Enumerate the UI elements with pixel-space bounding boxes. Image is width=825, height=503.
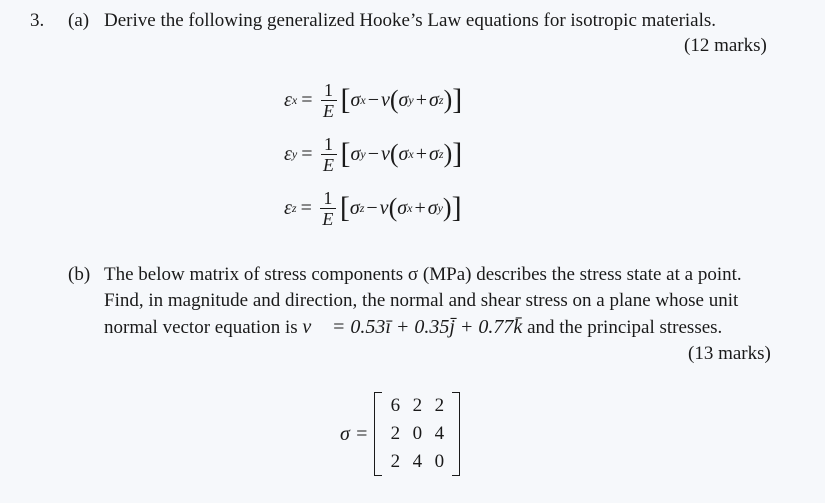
equals-sign: = (301, 88, 313, 111)
fraction (321, 81, 337, 120)
open-paren: ( (389, 85, 399, 114)
sigma: σ (429, 88, 439, 111)
matrix-cell: 0 (412, 423, 423, 444)
sigma: σ (427, 196, 438, 219)
matrix-cell: 2 (412, 395, 423, 416)
sigma: σ (397, 196, 408, 219)
equation-y (284, 132, 462, 176)
equals-sign: = (300, 196, 312, 219)
close-bracket: ] (452, 137, 463, 170)
close-bracket: ] (451, 191, 462, 224)
minus-sign: − (367, 88, 379, 111)
poisson-ratio: ν (380, 142, 390, 165)
sigma: σ (398, 88, 409, 111)
part-a-text: Derive the following generalized Hooke’s Law equations for isotropic materials. (104, 10, 717, 31)
fraction-denominator: E (322, 208, 334, 229)
equals-sign: = (301, 142, 313, 165)
close-paren: ) (443, 139, 453, 168)
sigma: σ (349, 196, 360, 219)
equation-z (284, 186, 462, 230)
equation-x (284, 78, 462, 122)
poisson-ratio: ν (379, 196, 389, 219)
plus-sign: + (415, 88, 428, 111)
line-3-prefix: normal vector equation is (104, 317, 298, 338)
matrix-cell: 4 (412, 451, 423, 472)
sigma-subscript: y (437, 200, 443, 215)
part-b-line-2: Find, in magnitude and direction, the normal and shear stress on a plane whose unit (104, 290, 739, 311)
sigma: σ (429, 142, 439, 165)
strain-subscript: y (291, 146, 298, 161)
matrix-cell: 2 (390, 451, 401, 472)
sigma: σ (350, 142, 361, 165)
part-b-label: (b) (68, 264, 91, 285)
right-bracket (452, 392, 460, 476)
matrix-grid (374, 392, 460, 476)
fraction-numerator: 1 (324, 79, 333, 100)
open-bracket: [ (340, 83, 351, 116)
part-b-line-1: The below matrix of stress components σ (MPa) describes the stress state at a point. (104, 264, 742, 285)
line-3-suffix: and the principal stresses. (527, 317, 723, 338)
plus-sign: + (414, 196, 426, 219)
fraction (320, 189, 336, 228)
sigma: σ (398, 142, 409, 165)
matrix-cell: 2 (390, 423, 401, 444)
matrix-cell: 4 (434, 423, 445, 444)
minus-sign: − (366, 196, 378, 219)
part-a-marks: (12 marks) (684, 35, 767, 56)
sigma-subscript: z (438, 92, 444, 107)
matrix-cell: 6 (390, 395, 401, 416)
part-b-line-3 (104, 316, 722, 339)
sigma: σ (350, 88, 361, 111)
close-bracket: ] (452, 83, 463, 116)
fraction-numerator: 1 (324, 133, 333, 154)
strain-symbol: ε (284, 196, 292, 219)
minus-sign: − (367, 142, 379, 165)
sigma-subscript: z (359, 200, 365, 215)
sigma-subscript: x (407, 200, 413, 215)
matrix-label: σ = (340, 422, 369, 445)
sigma-subscript: x (360, 92, 366, 107)
matrix-cell: 0 (434, 451, 445, 472)
matrix-cell: 2 (434, 395, 445, 416)
fraction (321, 135, 337, 174)
close-paren: ) (443, 85, 453, 114)
strain-subscript: x (291, 92, 298, 107)
sigma-subscript: z (438, 146, 444, 161)
open-paren: ( (389, 139, 399, 168)
strain-subscript: z (291, 200, 297, 215)
sigma-subscript: y (408, 92, 414, 107)
close-paren: ) (442, 193, 452, 222)
fraction-numerator: 1 (323, 187, 333, 208)
strain-symbol: ε (284, 142, 292, 165)
part-b-marks: (13 marks) (688, 343, 771, 364)
sigma-subscript: y (360, 146, 366, 161)
left-bracket (374, 392, 382, 476)
strain-symbol: ε (284, 88, 292, 111)
unit-normal-vector: v⃗ = 0.53ī + 0.35j̄ + 0.77k̄ (302, 316, 523, 338)
open-bracket: [ (340, 137, 351, 170)
poisson-ratio: ν (380, 88, 390, 111)
question-number: 3. (30, 10, 45, 31)
stress-matrix (340, 392, 460, 476)
open-paren: ( (388, 193, 398, 222)
fraction-denominator: E (323, 100, 334, 121)
sigma-subscript: x (408, 146, 414, 161)
open-bracket: [ (339, 191, 350, 224)
plus-sign: + (415, 142, 428, 165)
part-a-label: (a) (68, 10, 90, 31)
fraction-denominator: E (323, 154, 334, 175)
